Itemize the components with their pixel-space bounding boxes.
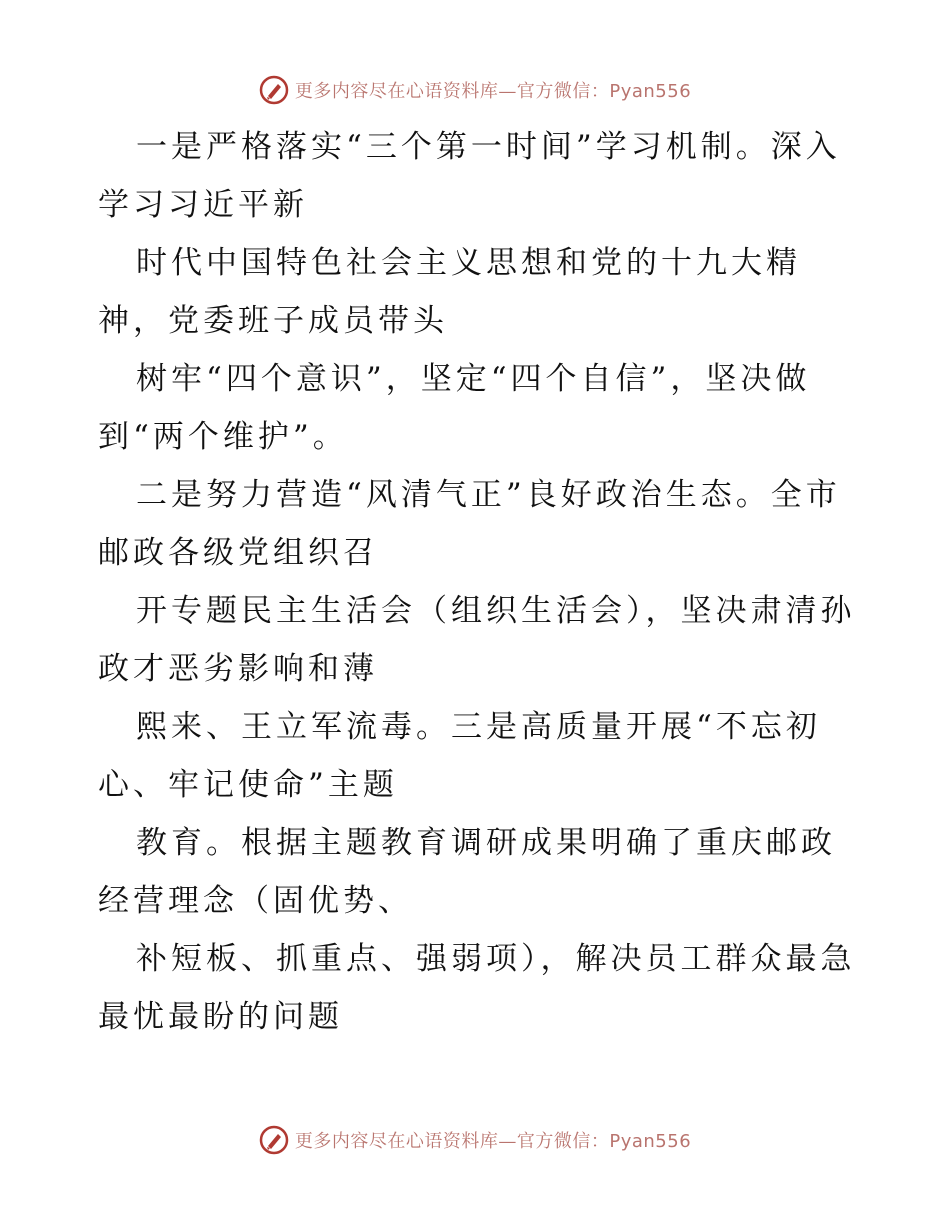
pen-nib-logo-icon — [259, 75, 289, 105]
paragraph: 时代中国特色社会主义思想和党的十九大精神，党委班子成员带头 — [98, 245, 801, 339]
banner-text: 更多内容尽在心语资料库—官方微信：Pyan556 — [294, 1131, 692, 1152]
paragraph: 补短板、抓重点、强弱项），解决员工群众最急最忧最盼的问题 — [98, 941, 856, 1035]
document-body — [98, 118, 858, 1046]
paragraph: 熙来、王立军流毒。三是高质量开展“不忘初心、牢记使命”主题 — [98, 709, 821, 803]
header-banner — [0, 72, 950, 108]
pen-nib-logo-icon — [259, 1125, 289, 1155]
footer-banner — [0, 1122, 950, 1158]
paragraph: 开专题民主生活会（组织生活会），坚决肃清孙政才恶劣影响和薄 — [98, 593, 856, 687]
paragraph: 一是严格落实“三个第一时间”学习机制。深入学习习近平新 — [98, 129, 841, 223]
paragraph: 树牢“四个意识”，坚定“四个自信”，坚决做到“两个维护”。 — [98, 361, 811, 455]
paragraph: 教育。根据主题教育调研成果明确了重庆邮政经营理念（固优势、 — [98, 825, 836, 919]
paragraph: 二是努力营造“风清气正”良好政治生态。全市邮政各级党组织召 — [98, 477, 841, 571]
banner-text: 更多内容尽在心语资料库—官方微信：Pyan556 — [294, 81, 692, 102]
